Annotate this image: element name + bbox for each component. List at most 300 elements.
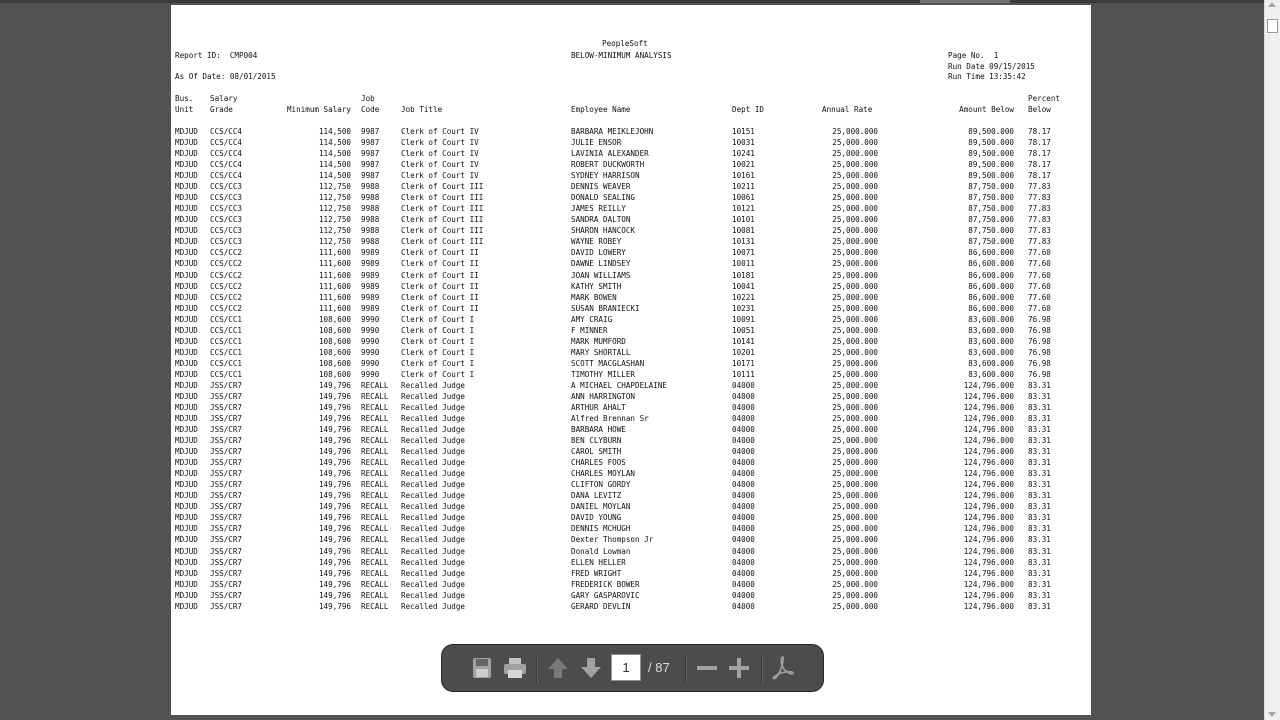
cell-percent-below: 77.83 xyxy=(1028,215,1051,225)
cell-salary-grade: JSS/CR7 xyxy=(210,524,243,534)
cell-min-salary: 149,796 xyxy=(318,458,351,468)
cell-annual-rate: 25,000.000 xyxy=(832,546,878,556)
table-row xyxy=(171,535,1091,546)
cell-job-title: Clerk of Court IV xyxy=(401,171,479,181)
cell-percent-below: 83.31 xyxy=(1028,458,1051,468)
cell-min-salary: 149,796 xyxy=(318,557,351,567)
table-row xyxy=(171,524,1091,535)
col-amount-below: Amount Below xyxy=(959,105,1014,114)
cell-amount-below: 89,500.000 xyxy=(968,149,1014,159)
cell-salary-grade: CCS/CC2 xyxy=(210,292,243,302)
cell-annual-rate: 25,000.000 xyxy=(832,513,878,523)
cell-amount-below: 87,750.000 xyxy=(968,226,1014,236)
cell-employee-name: SUSAN BRANIECKI xyxy=(571,303,640,313)
cell-job-title: Clerk of Court II xyxy=(401,270,479,280)
cell-salary-grade: CCS/CC2 xyxy=(210,259,243,269)
cell-amount-below: 124,796.000 xyxy=(963,579,1014,589)
cell-dept-id: 04000 xyxy=(732,491,755,501)
table-row xyxy=(171,127,1091,138)
cell-bus-unit: MDJUD xyxy=(175,314,198,324)
cell-employee-name: DANA LEVITZ xyxy=(571,491,622,501)
table-row xyxy=(171,359,1091,370)
cell-annual-rate: 25,000.000 xyxy=(832,590,878,600)
cell-amount-below: 83,600.000 xyxy=(968,369,1014,379)
table-row xyxy=(171,315,1091,326)
zoom-in-icon[interactable] xyxy=(723,653,755,683)
cell-dept-id: 10021 xyxy=(732,160,755,170)
cell-salary-grade: CCS/CC2 xyxy=(210,270,243,280)
page-number: Page No. 1 xyxy=(948,51,999,60)
cell-annual-rate: 25,000.000 xyxy=(832,436,878,446)
cell-bus-unit: MDJUD xyxy=(175,414,198,424)
cell-salary-grade: JSS/CR7 xyxy=(210,513,243,523)
cell-job-code: RECALL xyxy=(361,513,389,523)
cell-employee-name: FREDERICK BOWER xyxy=(571,579,640,589)
cell-bus-unit: MDJUD xyxy=(175,270,198,280)
col-salary-grade-l1: Salary xyxy=(210,94,238,103)
cell-salary-grade: CCS/CC1 xyxy=(210,369,243,379)
table-row xyxy=(171,458,1091,469)
cell-salary-grade: CCS/CC3 xyxy=(210,215,243,225)
cell-percent-below: 77.60 xyxy=(1028,281,1051,291)
cell-dept-id: 10121 xyxy=(732,204,755,214)
cell-annual-rate: 25,000.000 xyxy=(832,347,878,357)
vertical-scrollbar[interactable] xyxy=(1264,0,1280,720)
arrow-down-icon[interactable] xyxy=(575,653,607,683)
cell-salary-grade: CCS/CC1 xyxy=(210,358,243,368)
cell-job-title: Clerk of Court II xyxy=(401,248,479,258)
cell-min-salary: 149,796 xyxy=(318,601,351,611)
cell-dept-id: 04000 xyxy=(732,414,755,424)
cell-percent-below: 76.98 xyxy=(1028,347,1051,357)
table-row xyxy=(171,337,1091,348)
cell-bus-unit: MDJUD xyxy=(175,546,198,556)
cell-annual-rate: 25,000.000 xyxy=(832,127,878,136)
cell-job-code: 9990 xyxy=(361,336,380,346)
cell-percent-below: 83.31 xyxy=(1028,414,1051,424)
cell-annual-rate: 25,000.000 xyxy=(832,414,878,424)
cell-salary-grade: JSS/CR7 xyxy=(210,491,243,501)
cell-annual-rate: 25,000.000 xyxy=(832,358,878,368)
horizontal-scroll-thumb[interactable] xyxy=(920,0,1010,3)
table-row xyxy=(171,513,1091,524)
cell-dept-id: 10071 xyxy=(732,248,755,258)
cell-salary-grade: JSS/CR7 xyxy=(210,436,243,446)
cell-dept-id: 04000 xyxy=(732,425,755,435)
cell-bus-unit: MDJUD xyxy=(175,347,198,357)
cell-salary-grade: CCS/CC3 xyxy=(210,182,243,192)
cell-salary-grade: CCS/CC4 xyxy=(210,127,243,136)
report-title: BELOW-MINIMUM ANALYSIS xyxy=(571,51,672,60)
cell-employee-name: CHARLES MOYLAN xyxy=(571,469,636,479)
cell-annual-rate: 25,000.000 xyxy=(832,193,878,203)
cell-employee-name: DENNIS MCHUGH xyxy=(571,524,631,534)
cell-bus-unit: MDJUD xyxy=(175,160,198,170)
cell-amount-below: 124,796.000 xyxy=(963,601,1014,611)
col-min-salary: Minimum Salary xyxy=(286,105,351,114)
cell-amount-below: 124,796.000 xyxy=(963,403,1014,412)
cell-dept-id: 04000 xyxy=(732,524,755,534)
cell-annual-rate: 25,000.000 xyxy=(832,171,878,181)
cell-job-title: Recalled Judge xyxy=(401,502,466,512)
cell-percent-below: 83.31 xyxy=(1028,425,1051,435)
cell-min-salary: 108,600 xyxy=(318,314,351,324)
cell-min-salary: 149,796 xyxy=(318,568,351,578)
cell-amount-below: 89,500.000 xyxy=(968,171,1014,181)
cell-job-title: Recalled Judge xyxy=(401,546,466,556)
cell-percent-below: 78.17 xyxy=(1028,138,1051,148)
cell-job-code: RECALL xyxy=(361,557,389,567)
cell-percent-below: 77.83 xyxy=(1028,237,1051,247)
cell-salary-grade: JSS/CR7 xyxy=(210,502,243,512)
cell-percent-below: 78.17 xyxy=(1028,160,1051,170)
cell-percent-below: 76.98 xyxy=(1028,314,1051,324)
cell-annual-rate: 25,000.000 xyxy=(832,215,878,225)
cell-annual-rate: 25,000.000 xyxy=(832,425,878,435)
cell-amount-below: 124,796.000 xyxy=(963,535,1014,545)
cell-salary-grade: CCS/CC2 xyxy=(210,281,243,291)
cell-bus-unit: MDJUD xyxy=(175,557,198,567)
cell-job-title: Recalled Judge xyxy=(401,414,466,424)
cell-annual-rate: 25,000.000 xyxy=(832,524,878,534)
cell-job-title: Recalled Judge xyxy=(401,491,466,501)
cell-salary-grade: CCS/CC1 xyxy=(210,314,243,324)
cell-salary-grade: CCS/CC1 xyxy=(210,336,243,346)
cell-min-salary: 149,796 xyxy=(318,414,351,424)
cell-dept-id: 10241 xyxy=(732,149,755,159)
cell-amount-below: 86,600.000 xyxy=(968,270,1014,280)
cell-amount-below: 83,600.000 xyxy=(968,358,1014,368)
cell-employee-name: Dexter Thompson Jr xyxy=(571,535,654,545)
cell-dept-id: 04000 xyxy=(732,380,755,390)
cell-job-code: RECALL xyxy=(361,414,389,424)
cell-employee-name: JOAN WILLIAMS xyxy=(571,270,631,280)
cell-dept-id: 10101 xyxy=(732,215,755,225)
cell-bus-unit: MDJUD xyxy=(175,204,198,214)
cell-min-salary: 112,750 xyxy=(318,193,351,203)
cell-dept-id: 04000 xyxy=(732,590,755,600)
cell-annual-rate: 25,000.000 xyxy=(832,303,878,313)
cell-employee-name: F MINNER xyxy=(571,325,608,335)
cell-amount-below: 89,500.000 xyxy=(968,127,1014,136)
print-icon[interactable] xyxy=(499,653,531,683)
cell-salary-grade: CCS/CC3 xyxy=(210,237,243,247)
cell-salary-grade: CCS/CC4 xyxy=(210,171,243,181)
table-row xyxy=(171,414,1091,425)
cell-salary-grade: JSS/CR7 xyxy=(210,557,243,567)
cell-job-code: 9987 xyxy=(361,160,380,170)
cell-job-title: Clerk of Court IV xyxy=(401,160,479,170)
cell-dept-id: 04000 xyxy=(732,546,755,556)
scroll-up-arrow-icon[interactable] xyxy=(1268,2,1276,7)
table-row xyxy=(171,558,1091,569)
cell-job-title: Clerk of Court I xyxy=(401,325,475,335)
table-row xyxy=(171,293,1091,304)
cell-salary-grade: JSS/CR7 xyxy=(210,414,243,424)
col-percent-below-l2: Below xyxy=(1028,105,1051,114)
cell-annual-rate: 25,000.000 xyxy=(832,391,878,401)
cell-amount-below: 86,600.000 xyxy=(968,248,1014,258)
vertical-scroll-thumb[interactable] xyxy=(1267,19,1278,33)
cell-min-salary: 111,600 xyxy=(318,303,351,313)
cell-job-code: RECALL xyxy=(361,535,389,545)
cell-amount-below: 83,600.000 xyxy=(968,314,1014,324)
cell-job-title: Recalled Judge xyxy=(401,436,466,446)
cell-amount-below: 86,600.000 xyxy=(968,292,1014,302)
cell-percent-below: 77.60 xyxy=(1028,248,1051,258)
cell-amount-below: 124,796.000 xyxy=(963,590,1014,600)
cell-salary-grade: JSS/CR7 xyxy=(210,590,243,600)
cell-dept-id: 10131 xyxy=(732,237,755,247)
cell-annual-rate: 25,000.000 xyxy=(832,336,878,346)
cell-job-code: RECALL xyxy=(361,601,389,611)
cell-percent-below: 83.31 xyxy=(1028,590,1051,600)
cell-employee-name: ROBERT DUCKWORTH xyxy=(571,160,645,170)
cell-job-title: Recalled Judge xyxy=(401,557,466,567)
cell-amount-below: 87,750.000 xyxy=(968,193,1014,203)
cell-min-salary: 149,796 xyxy=(318,524,351,534)
cell-job-title: Clerk of Court I xyxy=(401,347,475,357)
cell-employee-name: SCOTT MACGLASHAN xyxy=(571,358,645,368)
page-total: / 87 xyxy=(648,660,670,675)
cell-dept-id: 04000 xyxy=(732,579,755,589)
cell-job-title: Clerk of Court IV xyxy=(401,127,479,136)
cell-employee-name: Donald Lowman xyxy=(571,546,631,556)
cell-min-salary: 111,600 xyxy=(318,248,351,258)
cell-min-salary: 112,750 xyxy=(318,226,351,236)
cell-dept-id: 10031 xyxy=(732,138,755,148)
cell-min-salary: 114,500 xyxy=(318,149,351,159)
cell-job-title: Clerk of Court I xyxy=(401,336,475,346)
cell-annual-rate: 25,000.000 xyxy=(832,469,878,479)
cell-annual-rate: 25,000.000 xyxy=(832,259,878,269)
cell-bus-unit: MDJUD xyxy=(175,138,198,148)
cell-job-code: 9987 xyxy=(361,149,380,159)
cell-job-title: Recalled Judge xyxy=(401,535,466,545)
cell-salary-grade: CCS/CC3 xyxy=(210,193,243,203)
cell-job-code: 9989 xyxy=(361,303,380,313)
table-row xyxy=(171,425,1091,436)
cell-salary-grade: JSS/CR7 xyxy=(210,568,243,578)
cell-job-code: RECALL xyxy=(361,568,389,578)
cell-job-code: 9990 xyxy=(361,314,380,324)
cell-dept-id: 10181 xyxy=(732,270,755,280)
col-percent-below-l1: Percent xyxy=(1028,94,1061,103)
cell-job-title: Clerk of Court I xyxy=(401,314,475,324)
cell-amount-below: 89,500.000 xyxy=(968,160,1014,170)
cell-amount-below: 83,600.000 xyxy=(968,325,1014,335)
cell-percent-below: 83.31 xyxy=(1028,447,1051,457)
cell-salary-grade: JSS/CR7 xyxy=(210,480,243,490)
cell-min-salary: 108,600 xyxy=(318,358,351,368)
cell-min-salary: 149,796 xyxy=(318,502,351,512)
cell-job-code: 9988 xyxy=(361,193,380,203)
cell-job-code: 9987 xyxy=(361,127,380,136)
cell-percent-below: 83.31 xyxy=(1028,480,1051,490)
cell-bus-unit: MDJUD xyxy=(175,303,198,313)
arrow-up-icon[interactable] xyxy=(542,653,574,683)
cell-bus-unit: MDJUD xyxy=(175,391,198,401)
as-of-date: As Of Date: 08/01/2015 xyxy=(175,72,276,81)
cell-employee-name: CHARLES FOOS xyxy=(571,458,626,468)
cell-amount-below: 124,796.000 xyxy=(963,436,1014,446)
cell-annual-rate: 25,000.000 xyxy=(832,557,878,567)
cell-dept-id: 04000 xyxy=(732,469,755,479)
cell-salary-grade: JSS/CR7 xyxy=(210,469,243,479)
table-row xyxy=(171,149,1091,160)
cell-job-code: 9989 xyxy=(361,259,380,269)
cell-job-code: RECALL xyxy=(361,403,389,412)
cell-job-title: Recalled Judge xyxy=(401,403,466,412)
cell-percent-below: 78.17 xyxy=(1028,149,1051,159)
cell-job-code: 9990 xyxy=(361,347,380,357)
cell-percent-below: 76.98 xyxy=(1028,358,1051,368)
cell-amount-below: 124,796.000 xyxy=(963,568,1014,578)
cell-bus-unit: MDJUD xyxy=(175,259,198,269)
cell-min-salary: 149,796 xyxy=(318,513,351,523)
cell-annual-rate: 25,000.000 xyxy=(832,292,878,302)
cell-job-title: Recalled Judge xyxy=(401,480,466,490)
cell-job-title: Recalled Judge xyxy=(401,425,466,435)
cell-bus-unit: MDJUD xyxy=(175,403,198,412)
cell-dept-id: 10151 xyxy=(732,127,755,136)
cell-annual-rate: 25,000.000 xyxy=(832,281,878,291)
table-row xyxy=(171,138,1091,149)
cell-employee-name: ELLEN HELLER xyxy=(571,557,626,567)
table-row xyxy=(171,171,1091,182)
cell-min-salary: 112,750 xyxy=(318,204,351,214)
report-id: Report ID: CMP004 xyxy=(175,51,258,60)
cell-min-salary: 149,796 xyxy=(318,579,351,589)
cell-job-title: Recalled Judge xyxy=(401,568,466,578)
cell-percent-below: 83.31 xyxy=(1028,546,1051,556)
table-row xyxy=(171,226,1091,237)
cell-bus-unit: MDJUD xyxy=(175,579,198,589)
table-row xyxy=(171,271,1091,282)
zoom-out-icon[interactable] xyxy=(691,653,723,683)
cell-amount-below: 86,600.000 xyxy=(968,281,1014,291)
cell-amount-below: 124,796.000 xyxy=(963,425,1014,435)
cell-percent-below: 76.98 xyxy=(1028,336,1051,346)
cell-amount-below: 124,796.000 xyxy=(963,447,1014,457)
table-row xyxy=(171,304,1091,315)
toolbar-separator xyxy=(761,655,763,683)
cell-annual-rate: 25,000.000 xyxy=(832,502,878,512)
cell-bus-unit: MDJUD xyxy=(175,436,198,446)
cell-employee-name: ANN HARRINGTON xyxy=(571,391,636,401)
horizontal-scrollbar[interactable] xyxy=(0,0,1264,3)
cell-annual-rate: 25,000.000 xyxy=(832,568,878,578)
cell-dept-id: 10211 xyxy=(732,182,755,192)
cell-annual-rate: 25,000.000 xyxy=(832,314,878,324)
cell-amount-below: 124,796.000 xyxy=(963,380,1014,390)
cell-salary-grade: JSS/CR7 xyxy=(210,601,243,611)
cell-job-title: Clerk of Court IV xyxy=(401,138,479,148)
cell-job-code: 9990 xyxy=(361,369,380,379)
pdf-toolbar xyxy=(441,644,824,692)
cell-job-code: 9988 xyxy=(361,182,380,192)
cell-job-code: RECALL xyxy=(361,524,389,534)
cell-employee-name: BARBARA HOWE xyxy=(571,425,626,435)
cell-job-title: Clerk of Court II xyxy=(401,281,479,291)
cell-bus-unit: MDJUD xyxy=(175,535,198,545)
cell-annual-rate: 25,000.000 xyxy=(832,182,878,192)
cell-employee-name: Alfred Brennan Sr xyxy=(571,414,649,424)
acrobat-icon[interactable] xyxy=(767,653,799,683)
cell-dept-id: 10221 xyxy=(732,292,755,302)
cell-dept-id: 04000 xyxy=(732,557,755,567)
table-row xyxy=(171,193,1091,204)
cell-job-code: 9990 xyxy=(361,325,380,335)
cell-annual-rate: 25,000.000 xyxy=(832,535,878,545)
cell-job-code: 9987 xyxy=(361,171,380,181)
cell-bus-unit: MDJUD xyxy=(175,469,198,479)
table-row xyxy=(171,480,1091,491)
cell-percent-below: 78.17 xyxy=(1028,171,1051,181)
cell-min-salary: 111,600 xyxy=(318,292,351,302)
cell-bus-unit: MDJUD xyxy=(175,480,198,490)
col-dept-id: Dept ID xyxy=(732,105,765,114)
cell-job-title: Clerk of Court II xyxy=(401,303,479,313)
cell-dept-id: 04000 xyxy=(732,601,755,611)
cell-bus-unit: MDJUD xyxy=(175,292,198,302)
cell-min-salary: 108,600 xyxy=(318,369,351,379)
cell-amount-below: 124,796.000 xyxy=(963,557,1014,567)
cell-dept-id: 04000 xyxy=(732,513,755,523)
cell-salary-grade: JSS/CR7 xyxy=(210,579,243,589)
cell-job-title: Clerk of Court IV xyxy=(401,149,479,159)
cell-employee-name: GERARD DEVLIN xyxy=(571,601,631,611)
col-job-title: Job Title xyxy=(401,105,443,114)
cell-job-code: RECALL xyxy=(361,425,389,435)
cell-employee-name: TIMOTHY MILLER xyxy=(571,369,636,379)
table-row xyxy=(171,282,1091,293)
cell-bus-unit: MDJUD xyxy=(175,149,198,159)
cell-job-title: Recalled Judge xyxy=(401,601,466,611)
cell-job-title: Recalled Judge xyxy=(401,469,466,479)
cell-min-salary: 114,500 xyxy=(318,138,351,148)
cell-salary-grade: JSS/CR7 xyxy=(210,403,243,412)
cell-dept-id: 10231 xyxy=(732,303,755,313)
table-row xyxy=(171,447,1091,458)
cell-job-title: Clerk of Court III xyxy=(401,204,484,214)
cell-job-code: RECALL xyxy=(361,491,389,501)
pdf-page xyxy=(171,5,1091,715)
cell-dept-id: 04000 xyxy=(732,535,755,545)
cell-percent-below: 83.31 xyxy=(1028,391,1051,401)
cell-bus-unit: MDJUD xyxy=(175,425,198,435)
table-row xyxy=(171,569,1091,580)
table-row xyxy=(171,348,1091,359)
cell-job-title: Clerk of Court III xyxy=(401,182,484,192)
cell-annual-rate: 25,000.000 xyxy=(832,204,878,214)
scroll-down-arrow-icon[interactable] xyxy=(1268,712,1276,717)
cell-amount-below: 87,750.000 xyxy=(968,182,1014,192)
save-icon[interactable] xyxy=(466,653,498,683)
cell-min-salary: 111,600 xyxy=(318,281,351,291)
cell-dept-id: 04000 xyxy=(732,568,755,578)
cell-annual-rate: 25,000.000 xyxy=(832,138,878,148)
table-row xyxy=(171,491,1091,502)
cell-amount-below: 124,796.000 xyxy=(963,524,1014,534)
cell-job-title: Recalled Judge xyxy=(401,391,466,401)
cell-annual-rate: 25,000.000 xyxy=(832,270,878,280)
cell-dept-id: 04000 xyxy=(732,436,755,446)
cell-salary-grade: CCS/CC4 xyxy=(210,149,243,159)
cell-amount-below: 124,796.000 xyxy=(963,491,1014,501)
col-annual-rate: Annual Rate xyxy=(822,105,873,114)
page-number-input[interactable]: 1 xyxy=(611,654,641,681)
